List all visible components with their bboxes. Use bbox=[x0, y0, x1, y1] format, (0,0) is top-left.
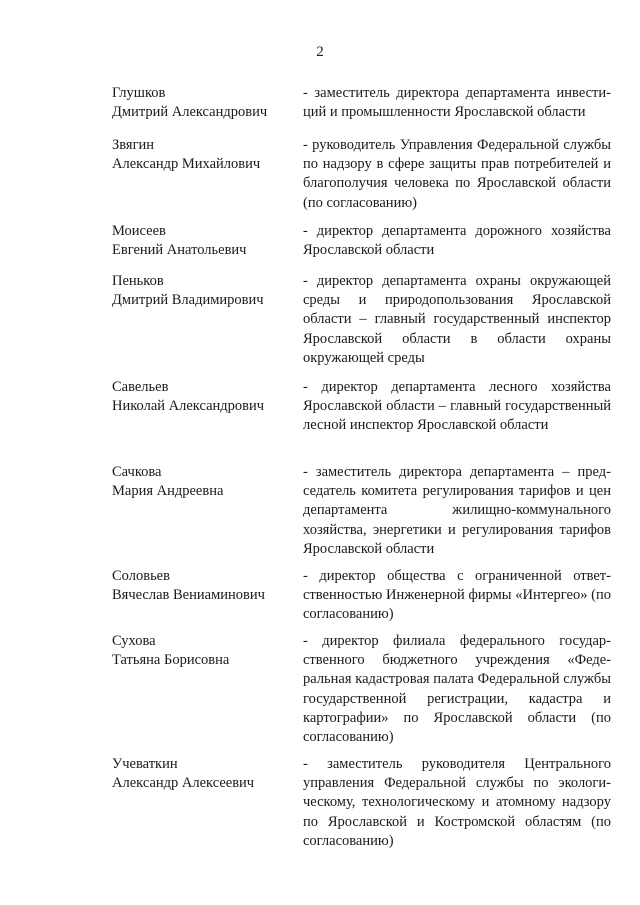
position-description: - директор департамента лесного хозяйства Ярославской области – главный государственный лесной инспектор Ярославской области bbox=[303, 379, 611, 434]
person-name bbox=[112, 222, 297, 260]
given-name: Николай Александрович bbox=[112, 398, 265, 414]
surname: Учеваткин bbox=[112, 756, 178, 772]
position-description: - директор департамента дорожного хозяйства Ярославской области bbox=[303, 223, 611, 259]
person-name bbox=[112, 272, 297, 310]
person-name bbox=[112, 136, 297, 174]
given-name: Вячеслав Вениаминович bbox=[112, 587, 265, 603]
position-description: - директор филиала федерального государственного бюджетного учреждения «Федеральная кадастровая палата Федеральной службы государственной регистрации, кадастра и картографии» по Ярославской области (по согласованию) bbox=[303, 633, 611, 746]
given-name: Александр Михайлович bbox=[112, 156, 261, 172]
surname: Сачкова bbox=[112, 464, 162, 480]
surname: Савельев bbox=[112, 379, 169, 395]
given-name: Дмитрий Владимирович bbox=[112, 292, 264, 308]
given-name: Татьяна Борисовна bbox=[112, 652, 230, 668]
position-description: - заместитель директора департамента инвестиций и промышленности Ярославской области bbox=[303, 85, 611, 121]
person-name bbox=[112, 84, 297, 122]
surname: Моисеев bbox=[112, 223, 166, 239]
surname: Пеньков bbox=[112, 273, 164, 289]
page-number: 2 bbox=[316, 44, 324, 60]
person-name bbox=[112, 567, 297, 605]
person-name bbox=[112, 378, 297, 416]
position-description: - заместитель руководителя Центрального управления Федеральной службы по экологическому, технологическому и атомному надзору по Ярославской и Костромской областям (по согласованию) bbox=[303, 756, 611, 849]
surname: Звягин bbox=[112, 137, 155, 153]
position-description: - заместитель директора департамента – председатель комитета регулирования тарифов и цен департамента жилищно-коммунального хозяйства, энергетики и регулирования тарифов Ярославской области bbox=[303, 464, 611, 557]
position-description: - директор департамента охраны окружающей среды и природопользования Ярославской области – главный государственный инспектор Ярославской области в области охраны окружающей среды bbox=[303, 273, 611, 366]
person-name bbox=[112, 463, 297, 501]
position-description: - руководитель Управления Федеральной службы по надзору в сфере защиты прав потребителей и благополучия человека по Ярославской области (по согласованию) bbox=[303, 137, 611, 211]
surname: Сухова bbox=[112, 633, 156, 649]
position-description: - директор общества с ограниченной ответственностью Инженерной фирмы «Интергео» (по согласованию) bbox=[303, 568, 611, 623]
person-name bbox=[112, 755, 297, 793]
given-name: Мария Андреевна bbox=[112, 483, 224, 499]
given-name: Дмитрий Александрович bbox=[112, 104, 268, 120]
surname: Соловьев bbox=[112, 568, 170, 584]
given-name: Евгений Анатольевич bbox=[112, 242, 247, 258]
given-name: Александр Алексеевич bbox=[112, 775, 255, 791]
person-name bbox=[112, 632, 297, 670]
surname: Глушков bbox=[112, 85, 166, 101]
